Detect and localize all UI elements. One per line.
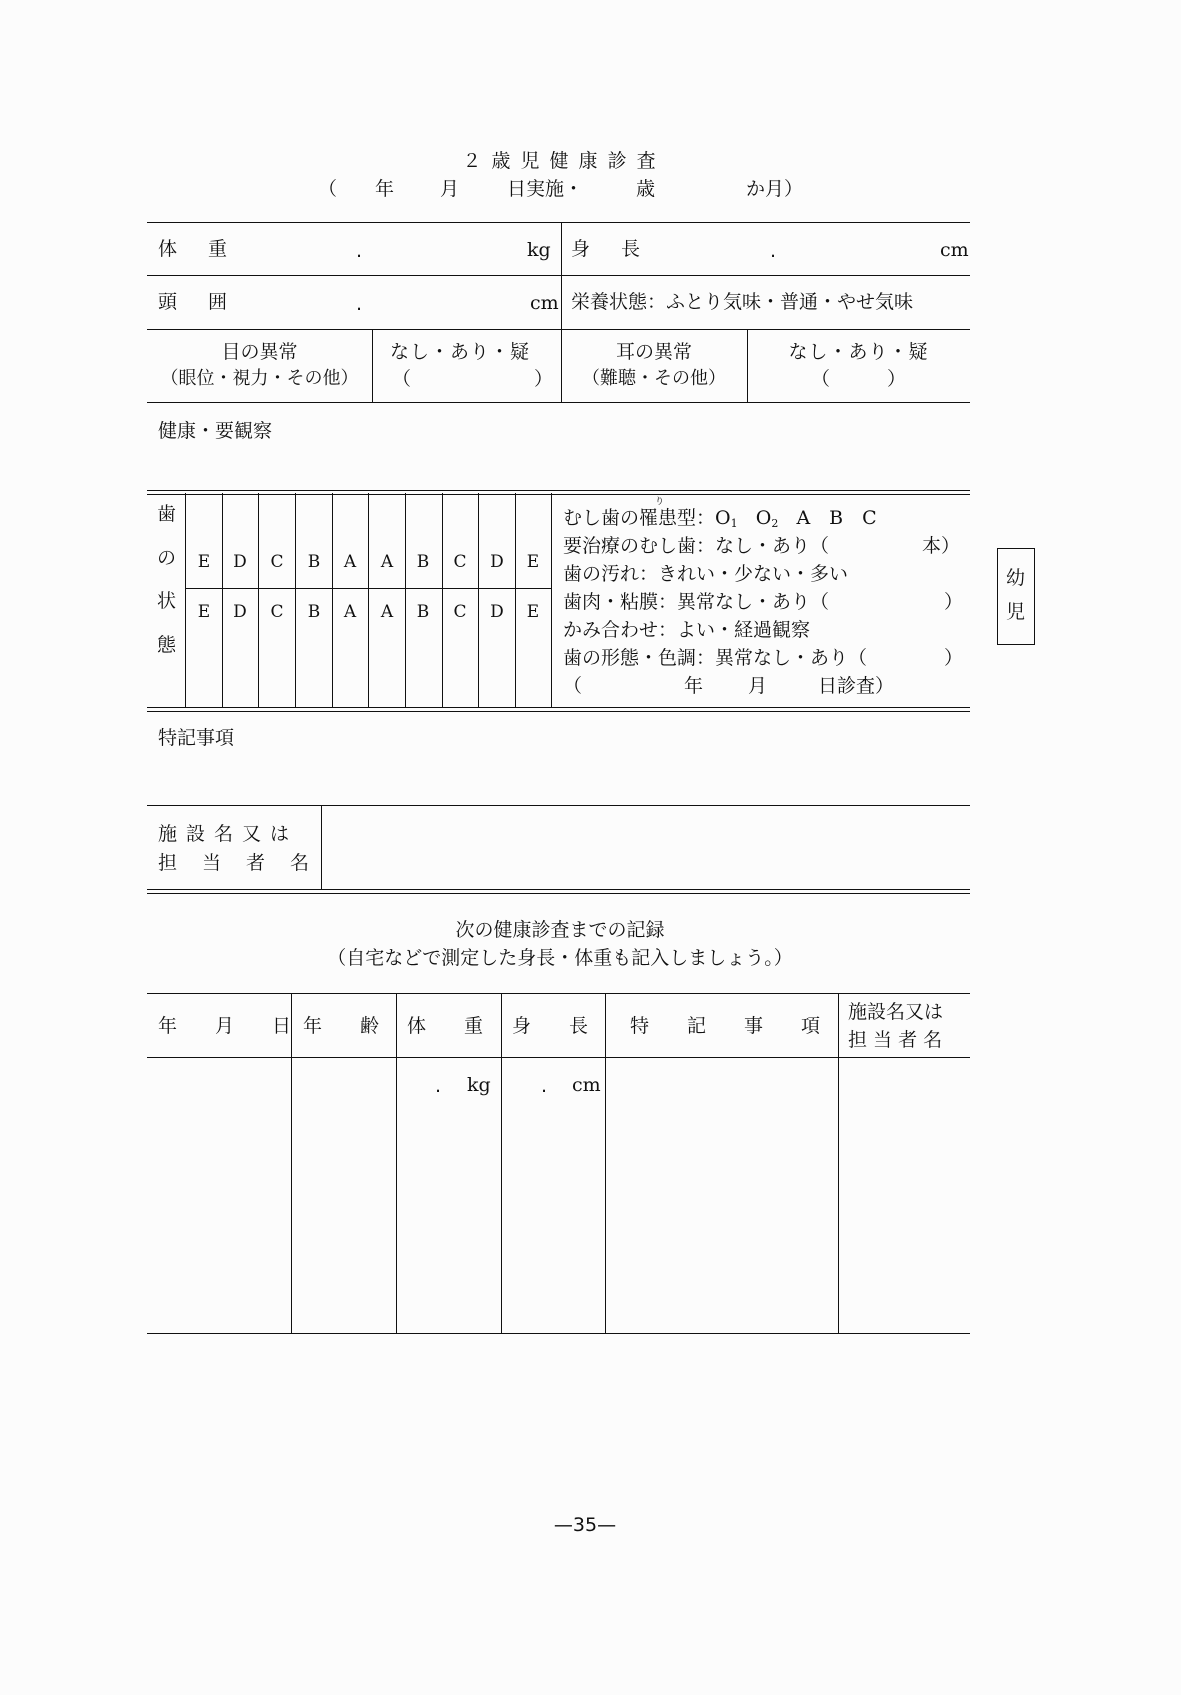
- tooth-cell[interactable]: A: [380, 552, 394, 572]
- tooth-cell[interactable]: C: [453, 552, 467, 572]
- height-unit: cm: [940, 239, 969, 261]
- tooth-cell[interactable]: D: [233, 602, 247, 622]
- row-height-dot: .: [541, 1075, 548, 1097]
- treatment-count-end: 本）: [922, 535, 961, 557]
- head-label: 頭 囲: [158, 291, 234, 313]
- col-date: 年 月 日: [158, 1015, 292, 1037]
- teeth-side-char: 状: [157, 590, 177, 612]
- teeth-dirt[interactable]: 歯の汚れ：きれい・少ない・多い: [563, 563, 849, 585]
- weight-dot: .: [356, 240, 363, 262]
- tooth-cell[interactable]: D: [233, 552, 247, 572]
- ear-label: 耳の異常: [615, 341, 692, 363]
- o1-sub: 1: [730, 517, 738, 530]
- o1: O: [715, 507, 731, 529]
- month-label: 月: [440, 178, 460, 200]
- col-facility-line2: 担 当 者 名: [848, 1029, 943, 1051]
- eye-paren-open: （: [392, 368, 412, 390]
- caries-ruby-char: 罹: [639, 507, 659, 529]
- col-height: 身 長: [512, 1015, 589, 1037]
- year-label: 年: [684, 675, 704, 697]
- caries-suffix: 患型：: [658, 507, 716, 529]
- age-years-label: 歳: [636, 178, 656, 200]
- tooth-cell[interactable]: E: [526, 552, 540, 572]
- tooth-cell[interactable]: B: [416, 602, 430, 622]
- facility-label-line1: 施設名又は: [158, 823, 299, 845]
- tooth-cell[interactable]: C: [270, 602, 284, 622]
- teeth-side-char: 態: [157, 634, 177, 656]
- height-label: 身 長: [571, 238, 647, 260]
- notes-label: 特記事項: [158, 727, 235, 749]
- head-unit: cm: [530, 292, 559, 314]
- tooth-cell[interactable]: E: [526, 602, 540, 622]
- tooth-cell[interactable]: E: [197, 602, 211, 622]
- facility-label-line2: 担 当 者 名: [158, 852, 313, 874]
- o2-sub: 2: [771, 517, 779, 530]
- ruby-text: り: [655, 497, 665, 507]
- tooth-cell[interactable]: A: [343, 602, 357, 622]
- eye-label: 目の異常: [221, 341, 298, 363]
- month-label: 月: [748, 675, 768, 697]
- tooth-cell[interactable]: C: [453, 602, 467, 622]
- tooth-cell[interactable]: C: [270, 552, 284, 572]
- gums-status[interactable]: 歯肉・粘膜：異常なし・あり（: [563, 591, 830, 613]
- teeth-side-char: 歯: [157, 503, 177, 525]
- paren-open: （: [563, 675, 583, 697]
- paren-open: （: [318, 178, 338, 200]
- bite-status[interactable]: かみ合わせ：よい・経過観察: [563, 619, 811, 641]
- eye-options[interactable]: なし・あり・疑: [390, 341, 531, 363]
- side-tab: [997, 548, 1035, 645]
- teeth-form-paren-close: ）: [944, 647, 964, 669]
- gums-paren-close: ）: [944, 591, 964, 613]
- tooth-cell[interactable]: E: [197, 552, 211, 572]
- tooth-cell[interactable]: B: [307, 552, 321, 572]
- caries-abc: A B C: [796, 507, 877, 529]
- ear-options[interactable]: なし・あり・疑: [788, 341, 929, 363]
- page-number: —35—: [553, 1514, 617, 1536]
- age-months-label: か月）: [746, 178, 804, 200]
- side-tab-char: 児: [1006, 601, 1026, 623]
- page-title: ２ 歳 児 健 康 診 査: [462, 150, 658, 172]
- o2: O: [755, 507, 772, 529]
- tooth-cell[interactable]: D: [490, 602, 504, 622]
- day-label: 日診査）: [818, 675, 895, 697]
- side-tab-char: 幼: [1006, 567, 1026, 589]
- tooth-cell[interactable]: D: [490, 552, 504, 572]
- tooth-cell[interactable]: B: [416, 552, 430, 572]
- ear-paren: （ ）: [810, 368, 906, 390]
- col-notes: 特 記 事 項: [630, 1015, 821, 1037]
- tooth-cell[interactable]: B: [307, 602, 321, 622]
- weight-unit: kg: [527, 239, 551, 261]
- teeth-side-char: の: [157, 547, 177, 569]
- col-age: 年 齢: [303, 1015, 380, 1037]
- day-done-label: 日実施・: [507, 178, 584, 200]
- treatment-needed[interactable]: 要治療のむし歯：なし・あり（: [563, 535, 830, 557]
- facility-input[interactable]: [323, 807, 968, 887]
- caries-o1: [715, 507, 877, 529]
- health-observation-label: 健康・要観察: [158, 420, 273, 442]
- caries-type-label: [563, 507, 877, 535]
- record-subtitle: （自宅などで測定した身長・体重も記入しましょう。）: [327, 947, 793, 969]
- ear-sublabel: （難聴・その他）: [582, 368, 726, 389]
- nutrition-status[interactable]: 栄養状態：ふとり気味・普通・やせ気味: [571, 291, 914, 313]
- eye-sublabel: （眼位・視力・その他）: [160, 368, 359, 389]
- year-label: 年: [375, 178, 395, 200]
- col-weight: 体 重: [407, 1015, 484, 1037]
- row-weight-unit: kg: [467, 1074, 491, 1096]
- record-title: 次の健康診査までの記録: [455, 919, 665, 941]
- row-weight-dot: .: [435, 1075, 442, 1097]
- height-dot: .: [770, 240, 777, 262]
- head-dot: .: [356, 293, 363, 315]
- col-facility-line1: 施設名又は: [848, 1001, 944, 1023]
- teeth-form-status[interactable]: 歯の形態・色調：異常なし・あり（: [563, 647, 868, 669]
- tooth-cell[interactable]: A: [343, 552, 357, 572]
- row-height-unit: cm: [572, 1074, 601, 1096]
- caries-prefix: むし歯の: [563, 507, 640, 529]
- eye-paren-close: ）: [534, 368, 554, 390]
- tooth-cell[interactable]: A: [380, 602, 394, 622]
- weight-label: 体 重: [158, 238, 234, 260]
